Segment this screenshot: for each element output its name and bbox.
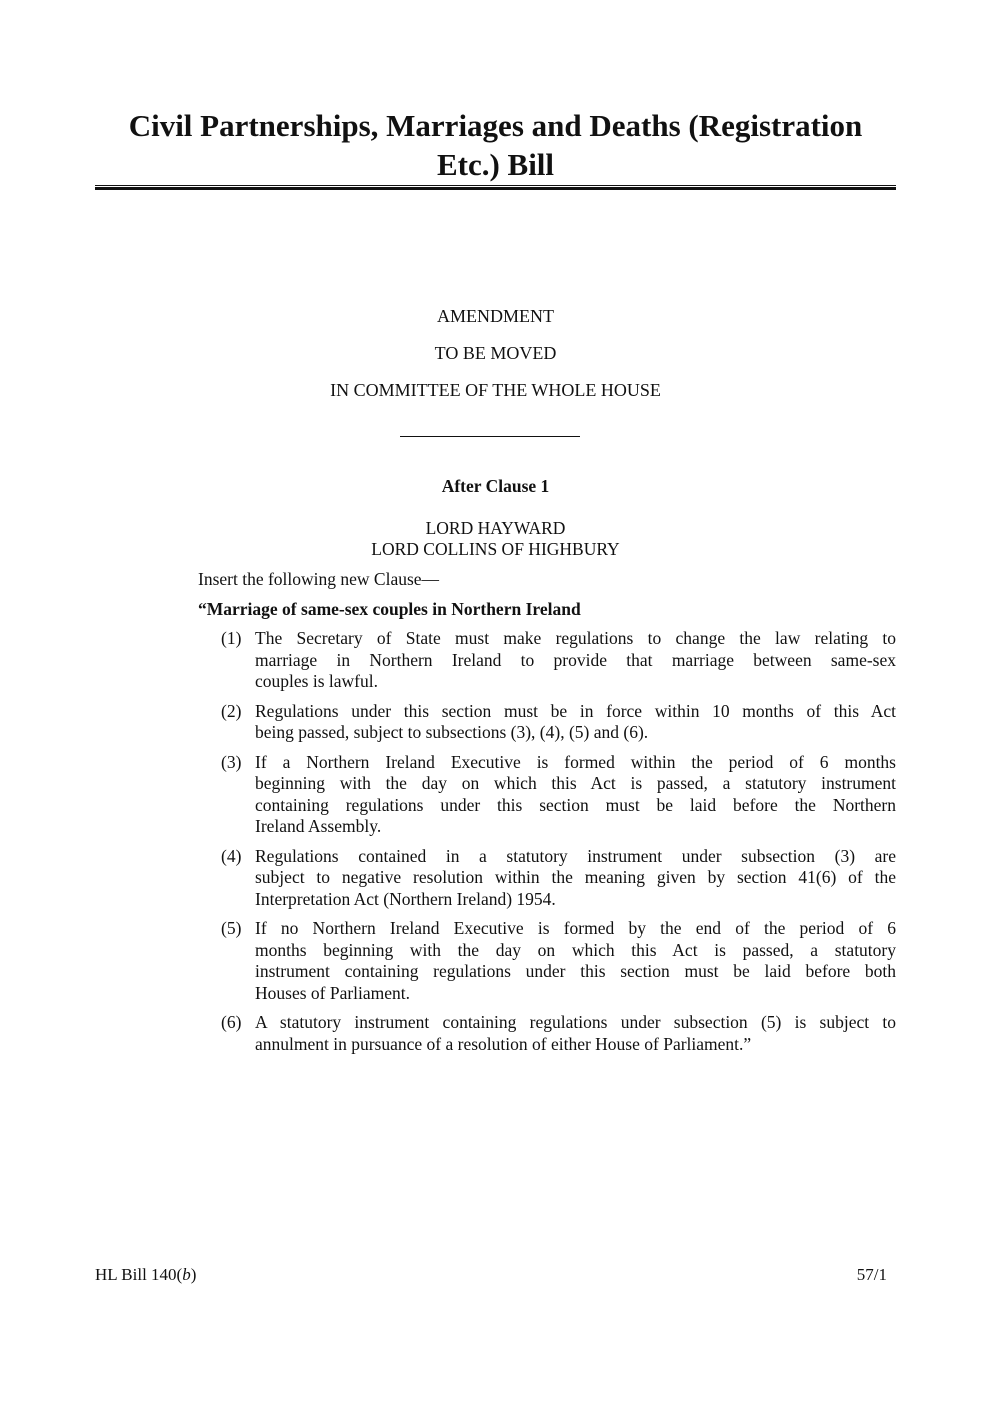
subsection-line: being passed, subject to subsections (3), (4), (5) and (6).: [255, 722, 649, 742]
subsection-number: (5): [221, 918, 242, 938]
heading-amendment: AMENDMENT: [437, 306, 554, 326]
subsection-line: containing regulations under this section must be laid before the Northern: [255, 794, 896, 815]
subsection-line: Ireland Assembly.: [255, 816, 382, 836]
subsection: [198, 1012, 896, 1055]
subsection-line: instrument containing regulations under this section must be laid before both: [255, 961, 896, 981]
subsection: [198, 752, 896, 838]
subsection: [198, 918, 896, 1004]
subsection-number: (4): [221, 845, 242, 866]
bill-number: HL Bill 140(b): [95, 1265, 197, 1284]
subsection-line: The Secretary of State must make regulations to change the law relating to: [255, 628, 896, 648]
subsection-line: months beginning with the day on which this Act is passed, a statutory: [255, 939, 896, 960]
after-clause: After Clause 1: [441, 476, 550, 496]
subsection-line: couples is lawful.: [255, 671, 378, 691]
subsection-number: (3): [221, 751, 242, 772]
subsection-line: annulment in pursuance of a resolution of either House of Parliament.”: [255, 1033, 752, 1054]
subsection-line: Regulations contained in a statutory instrument under subsection (3) are: [255, 845, 896, 866]
subsection: [198, 628, 896, 693]
subsection: [198, 846, 896, 911]
subsection-line: If no Northern Ireland Executive is formed by the end of the period of 6: [255, 918, 896, 938]
subsection-line: A statutory instrument containing regulations under subsection (5) is subject to: [255, 1012, 896, 1032]
amendment-body: [198, 569, 896, 1055]
title-double-rule: [95, 185, 896, 190]
subsection-line: Houses of Parliament.: [255, 982, 411, 1003]
sponsor: LORD HAYWARD: [425, 518, 566, 538]
bill-title: Civil Partnerships, Marriages and Deaths (Registration Etc.) Bill: [128, 108, 863, 182]
heading-to-be-moved: TO BE MOVED: [434, 343, 557, 363]
clause-heading: “Marriage of same-sex couples in Northern Ireland: [198, 598, 581, 619]
subsection-line: Regulations under this section must be in force within 10 months of this Act: [255, 700, 896, 721]
subsection-number: (6): [221, 1012, 242, 1032]
sponsor: LORD COLLINS OF HIGHBURY: [371, 539, 620, 559]
amendment-number: 57/1: [856, 1265, 887, 1284]
subsection: [198, 701, 896, 744]
subsection-line: Interpretation Act (Northern Ireland) 1954.: [255, 888, 556, 909]
subsection-line: If a Northern Ireland Executive is formed within the period of 6 months: [255, 751, 896, 772]
subsection-list: [198, 628, 896, 1055]
subsection-line: marriage in Northern Ireland to provide that marriage between same-sex: [255, 649, 896, 670]
subsection-number: (2): [221, 700, 242, 721]
subsection-line: subject to negative resolution within the meaning given by section 41(6) of the: [255, 867, 896, 887]
heading-committee: IN COMMITTEE OF THE WHOLE HOUSE: [330, 380, 661, 400]
insert-instruction: Insert the following new Clause—: [198, 569, 440, 589]
section-divider: [400, 436, 580, 437]
subsection-number: (1): [221, 628, 242, 648]
subsection-line: beginning with the day on which this Act is passed, a statutory instrument: [255, 773, 896, 793]
